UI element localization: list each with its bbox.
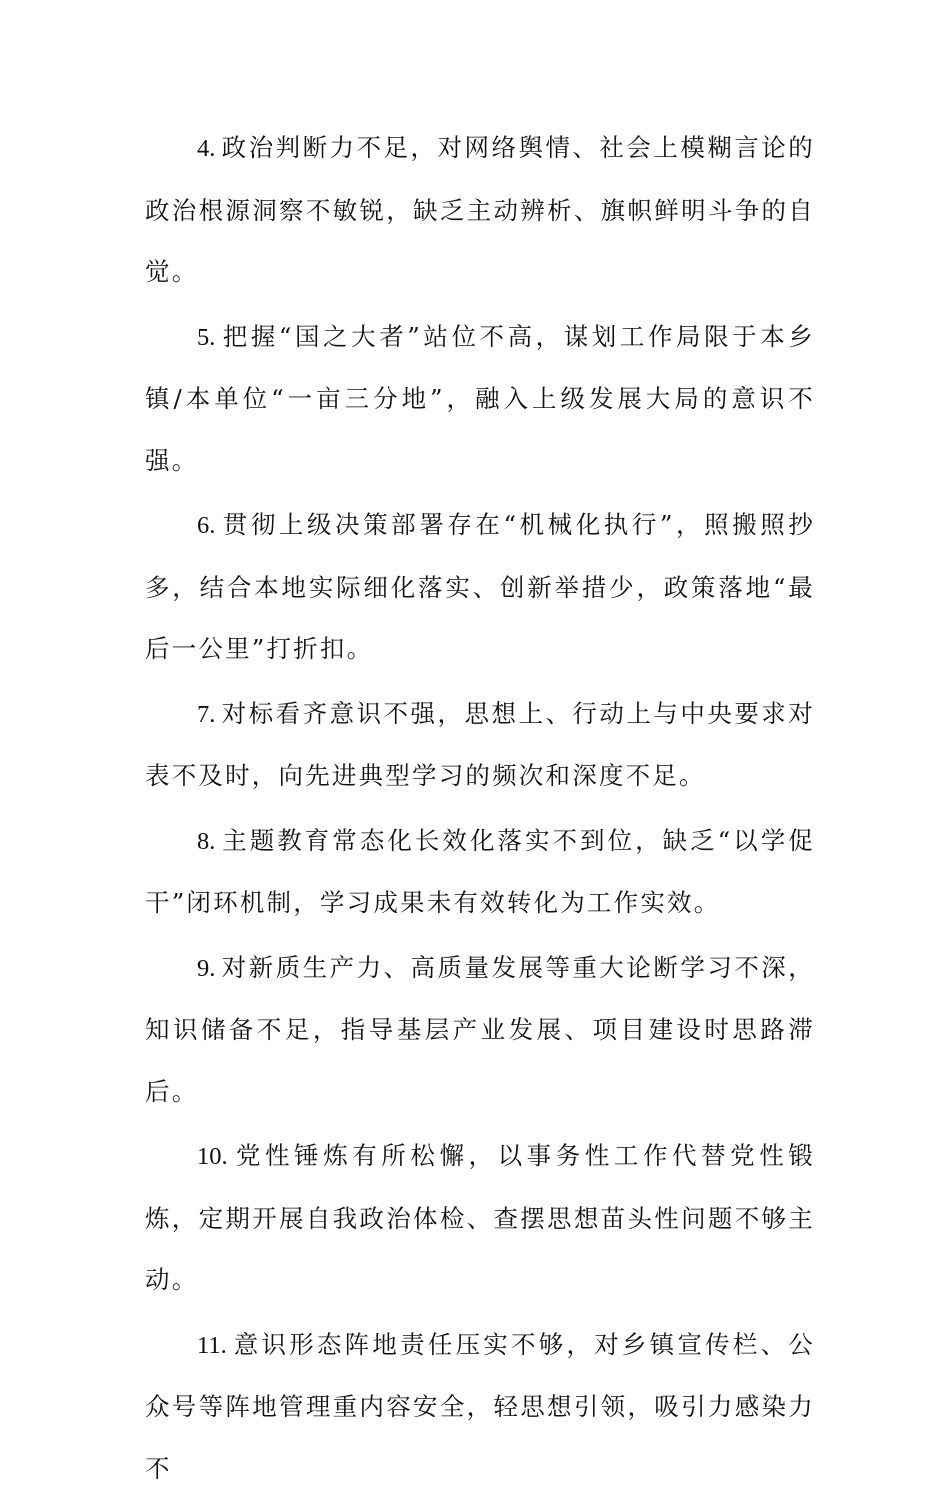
list-item-6 (145, 494, 815, 680)
item-text: 政治判断力不足，对网络舆情、社会上模糊言论的政治根源洞察不敏锐，缺乏主动辨析、旗帜鲜明斗争的自觉。 (145, 133, 815, 286)
item-text: 把握“国之大者”站位不高，谋划工作局限于本乡镇/本单位“一亩三分地”，融入上级发展大局的意识不强。 (145, 321, 815, 475)
item-number: 4. (197, 135, 216, 162)
item-text: 贯彻上级决策部署存在“机械化执行”，照搬照抄多，结合本地实际细化落实、创新举措少，政策落地“最后一公里”打折扣。 (145, 510, 815, 663)
list-item-8 (145, 810, 815, 934)
list-item-10 (145, 1125, 815, 1311)
item-number: 6. (197, 512, 216, 539)
item-number: 11. (197, 1331, 227, 1359)
item-text: 对新质生产力、高质量发展等重大论断学习不深，知识储备不足，指导基层产业发展、项目建设时思路滞后。 (145, 952, 815, 1106)
item-number: 5. (197, 323, 216, 351)
item-number: 8. (197, 827, 216, 855)
item-text: 党性锤炼有所松懈，以事务性工作代替党性锻炼，定期开展自我政治体检、查摆思想苗头性问题不够主动。 (145, 1141, 815, 1294)
list-item-5 (145, 306, 815, 492)
item-number: 9. (197, 954, 216, 982)
list-item-11 (145, 1314, 815, 1500)
item-text: 意识形态阵地责任压实不够，对乡镇宣传栏、公众号等阵地管理重内容安全，轻思想引领，吸引力感染力不 (145, 1329, 815, 1483)
item-number: 10. (197, 1143, 228, 1170)
document-body (145, 117, 815, 1502)
item-number: 7. (197, 700, 216, 728)
list-item-9 (145, 937, 815, 1123)
item-text: 主题教育常态化长效化落实不到位，缺乏“以学促干”闭环机制，学习成果未有效转化为工作实效。 (145, 825, 815, 917)
list-item-7 (145, 683, 815, 807)
item-text: 对标看齐意识不强，思想上、行动上与中央要求对表不及时，向先进典型学习的频次和深度不足。 (145, 698, 815, 790)
list-item-4 (145, 117, 815, 303)
